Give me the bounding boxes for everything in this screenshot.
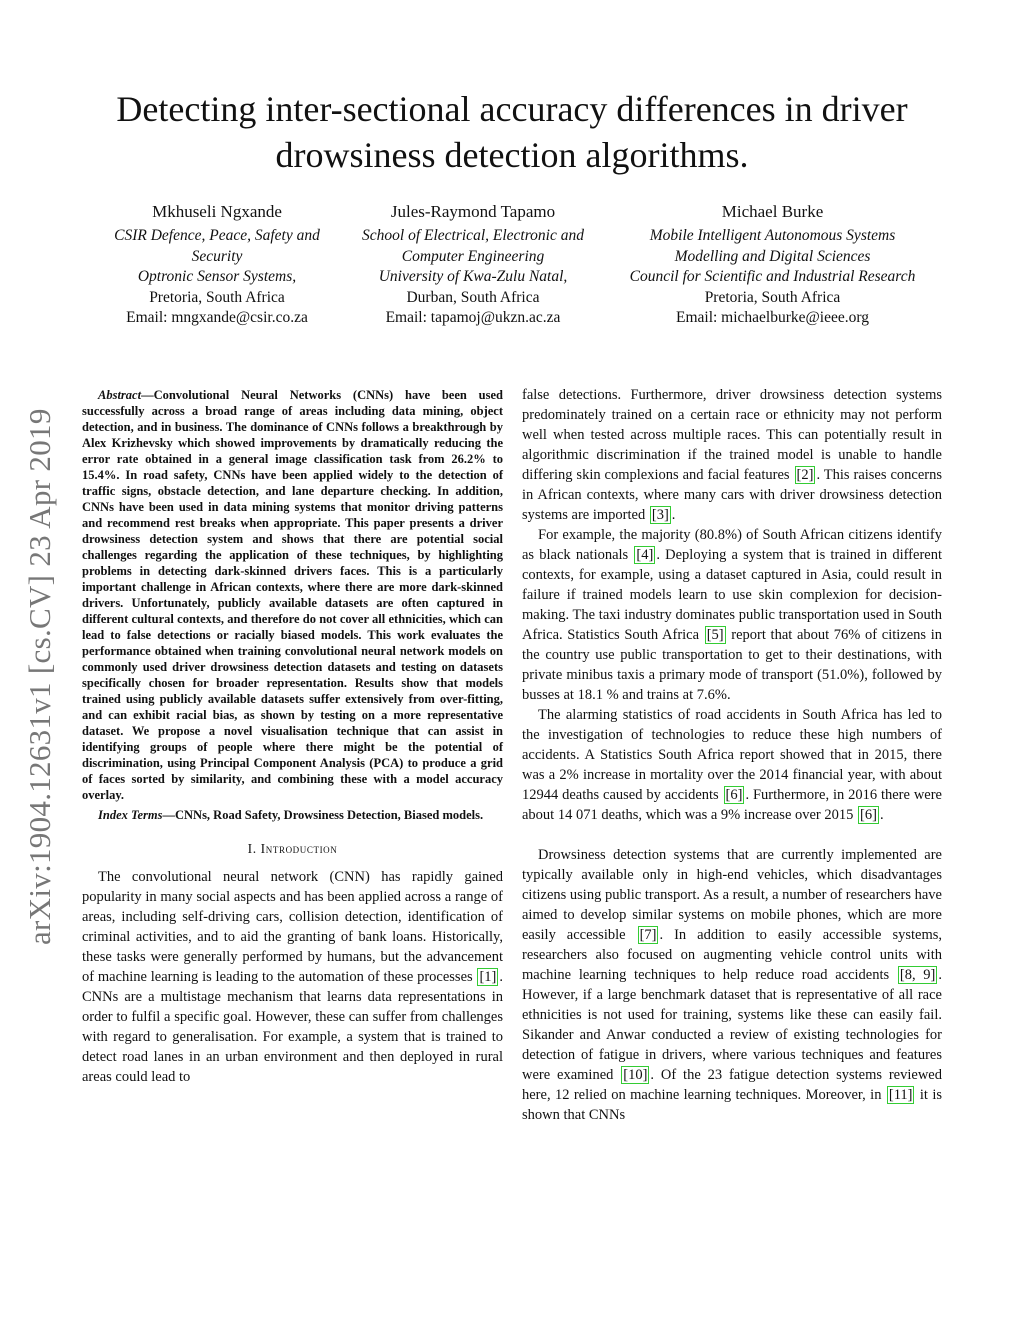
citation-link[interactable]: [11]: [888, 1087, 913, 1103]
paper-title: Detecting inter-sectional accuracy differences in driver drowsiness detection algorithms.: [116, 89, 908, 175]
paragraph-text: .: [671, 507, 676, 523]
paragraph-text: . Of the 23 fatigue detection systems reviewed here, 12 relied on machine learning techniques. Moreover, in: [522, 1067, 942, 1103]
paragraph-text: Drowsiness detection systems that are currently implemented are typically available only in high-end vehicles, which disadvantages citizens using public transport. As a result, a number of researchers have aimed to develop similar systems on mobile phones, which are more easily accessible: [522, 847, 942, 943]
citation-link[interactable]: [4]: [636, 547, 654, 563]
paragraph: [522, 385, 942, 525]
index-terms: Index Terms—CNNs, Road Safety, Drowsiness Detection, Biased models.: [98, 808, 484, 822]
abstract-label: Abstract: [98, 388, 142, 402]
author-location: Pretoria, South Africa: [704, 288, 841, 306]
abstract-text: Convolutional Neural Networks (CNNs) have been used successfully across a broad range of areas including data mining, object detection, and in business. The dominance of CNNs follows a breakthrough by Alex Krizhevsky which showed improvements by dramatically reducing the error rate obtained in a general image classification task from 26.2% to 15.4%. In road safety, CNNs have been applied widely to the detection of traffic signs, obstacle detection, and lane departure checking. In addition, CNNs have been used in data mining systems that monitor driving patterns and recommend rest breaks when appropriate. This paper presents a driver drowsiness detection system and shows that there are potential social challenges regarding the application of these techniques, by highlighting problems in detecting dark-skinned drivers faces. This is a particularly important challenge in African contexts, where there are more dark-skinned drivers. Unfortunately, publicly available datasets are often captured in different cultural contexts, and therefore do not cover all ethnicities, which can lead to false detections or racially biased models. This work evaluates the performance obtained when training convolutional neural network models on commonly used driver drowsiness detection datasets and testing on datasets specifically chosen for broader representation. Results show that models trained using publicly available datasets suffer extensively from over-fitting, and can exhibit racial bias, as shown by testing on a more representative dataset. We propose a novel visualisation technique that can assist in identifying groups of people where there might be the potential of discrimination, using Principal Component Analysis (PCA) to produce a grid of faces sorted by similarity, and combining these with a model accuracy overlay.: [82, 388, 503, 802]
citation-link[interactable]: [3]: [651, 507, 669, 523]
citation-link[interactable]: [6]: [725, 787, 743, 803]
paragraph-text: For example, the majority (80.8%) of South African citizens identify as black nationals: [522, 527, 942, 563]
section-number: I.: [247, 841, 257, 856]
section-title: Introduction: [260, 841, 338, 856]
author-affiliation: Optronic Sensor Systems,: [137, 268, 297, 285]
author-affiliation: Mobile Intelligent Autonomous Systems: [649, 227, 896, 244]
paragraph-text: The alarming statistics of road accidents in South Africa has led to the investigation of technologies to reduce these high numbers of accidents. A Statistics South Africa report showed that in 2015, there was a 2% increase in mortality over the 2014 financial year, with about 12944 deaths caused by accidents: [522, 707, 942, 803]
index-terms-label: Index Terms: [98, 808, 163, 822]
author-affiliation: Computer Engineering: [401, 247, 545, 265]
author-affiliation: Council for Scientific and Industrial Research: [629, 268, 916, 285]
citation-link[interactable]: [6]: [860, 807, 877, 823]
paragraph: [82, 867, 503, 1087]
paragraph-gap: [522, 825, 942, 845]
paragraph-text: . Deploying a system that is trained in different contexts, for example, using a dataset captured in Asia, could result in failure if trained models learn to use skin complexion for decision-making. The taxi industry dominates public transportation used in South Africa. Statistics South Africa: [522, 547, 942, 643]
author-email[interactable]: Email: mngxande@csir.co.za: [126, 309, 308, 326]
citation-link[interactable]: [10]: [623, 1067, 648, 1083]
paragraph-text: . CNNs are a multistage mechanism that learns data representations in order to fulfil a specific goal. However, these can suffer from challenges with regard to generalisation. For example, a system that is trained to detect road lanes in an urban environment and then deployed in rural areas could lead to: [82, 969, 503, 1085]
author-email[interactable]: Email: tapamoj@ukzn.ac.za: [385, 309, 561, 326]
author-email[interactable]: Email: michaelburke@ieee.org: [675, 309, 870, 326]
author-affiliation: School of Electrical, Electronic and: [362, 227, 584, 244]
paragraph-text: . Furthermore, in 2016 there were about 14 071 deaths, which was a 9% increase over 2015: [522, 787, 942, 823]
section-heading: [82, 839, 503, 859]
author-2: [318, 200, 628, 329]
arxiv-stamp[interactable]: arXiv:1904.12631v1 [cs.CV] 23 Apr 2019: [22, 408, 57, 945]
paragraph-text: The convolutional neural network (CNN) has rapidly gained popularity in many social aspects and has been applied across a range of areas, including self-driving cars, collision detection, identification of criminal activities, and to aid the granting of bank loans. Historically, these tasks were generally performed by humans, but the advancement of machine learning is leading to the automation of these processes: [82, 869, 503, 985]
right-column: [522, 385, 942, 1125]
author-name: Mkhuseli Ngxande: [152, 202, 282, 221]
citation-link[interactable]: [7]: [639, 927, 657, 943]
author-location: Pretoria, South Africa: [149, 288, 285, 306]
author-name: Jules-Raymond Tapamo: [390, 202, 556, 221]
paragraph-text: .: [879, 807, 884, 823]
paragraph: [522, 705, 942, 825]
author-location: Durban, South Africa: [406, 288, 540, 306]
citation-link[interactable]: [1]: [479, 969, 497, 985]
paragraph-text: report that about 76% of citizens in the country use public transportation to get to their destinations, with private minibus taxis a primary mode of transport (51.0%), followed by busses at 18.1 % and trains at 7.6%.: [522, 627, 942, 703]
paragraph: [522, 525, 942, 705]
citation-link[interactable]: [8, 9]: [899, 967, 936, 983]
author-affiliation: Modelling and Digital Sciences: [674, 247, 871, 265]
author-name: Michael Burke: [721, 202, 824, 221]
index-terms-text: CNNs, Road Safety, Drowsiness Detection, Biased models.: [174, 808, 484, 822]
left-column: [82, 387, 503, 1087]
paragraph-text: . This raises concerns in African contexts, where many cars with driver drowsiness detection systems are imported: [522, 467, 942, 523]
paragraph-text: . In addition to easily accessible systems, researchers also focused on augmenting vehicle control units with machine learning techniques to help reduce road accidents: [522, 927, 942, 983]
paragraph-text: false detections. Furthermore, driver drowsiness detection systems predominately trained on a certain race or ethnicity may not perform well when tested across multiple races. This can potentially result in algorithmic discrimination if the trained model is unable to handle differing skin complexions and facial features: [522, 387, 942, 483]
citation-link[interactable]: [5]: [706, 627, 724, 643]
citation-link[interactable]: [2]: [796, 467, 814, 483]
author-affiliation: Security: [191, 247, 243, 265]
paragraph-text: it is shown that CNNs: [522, 1087, 942, 1123]
author-3: [600, 200, 945, 329]
author-affiliation: CSIR Defence, Peace, Safety and: [114, 227, 320, 244]
abstract: Abstract—Convolutional Neural Networks (CNNs) have been used successfully across a broad range of areas including data mining, object detection, and in business. The dominance of CNNs follows a breakthrough by Alex Krizhevsky which showed improvements by dramatically reducing the error rate obtained in a general image classification task from 26.2% to 15.4%. In road safety, CNNs have been applied widely to the detection of traffic signs, obstacle detection, and lane departure checking. In addition, CNNs have been used in data mining systems that monitor driving patterns and recommend rest breaks when appropriate. This paper presents a driver drowsiness detection system and shows that there are potential social challenges regarding the application of these techniques, by highlighting problems in detecting dark-skinned drivers faces. This is a particularly important challenge in African contexts, where there are more dark-skinned drivers. Unfortunately, publicly available datasets are often captured in different cultural contexts, and therefore do not cover all ethnicities, which can lead to false detections or racially biased models. This work evaluates the performance obtained when training convolutional neural network models on commonly used driver drowsiness detection datasets and testing on datasets specifically chosen for broader representation. Results show that models trained using publicly available datasets suffer extensively from over-fitting, and can exhibit racial bias, as shown by testing on a more representative dataset. We propose a novel visualisation technique that can assist in identifying groups of people where there might be the potential of discrimination, using Principal Component Analysis (PCA) to produce a grid of faces sorted by similarity, and combining these with a model accuracy overlay.: [82, 388, 503, 802]
paragraph: [522, 845, 942, 1125]
paragraph-text: . However, if a large benchmark dataset that is representative of all race ethnicities is not used for training, systems like these can easily fail. Sikander and Anwar conducted a review of existing technologies for detection of fatigue in drivers, where various techniques and features were examined: [522, 967, 942, 1083]
author-affiliation: University of Kwa-Zulu Natal,: [378, 268, 568, 285]
